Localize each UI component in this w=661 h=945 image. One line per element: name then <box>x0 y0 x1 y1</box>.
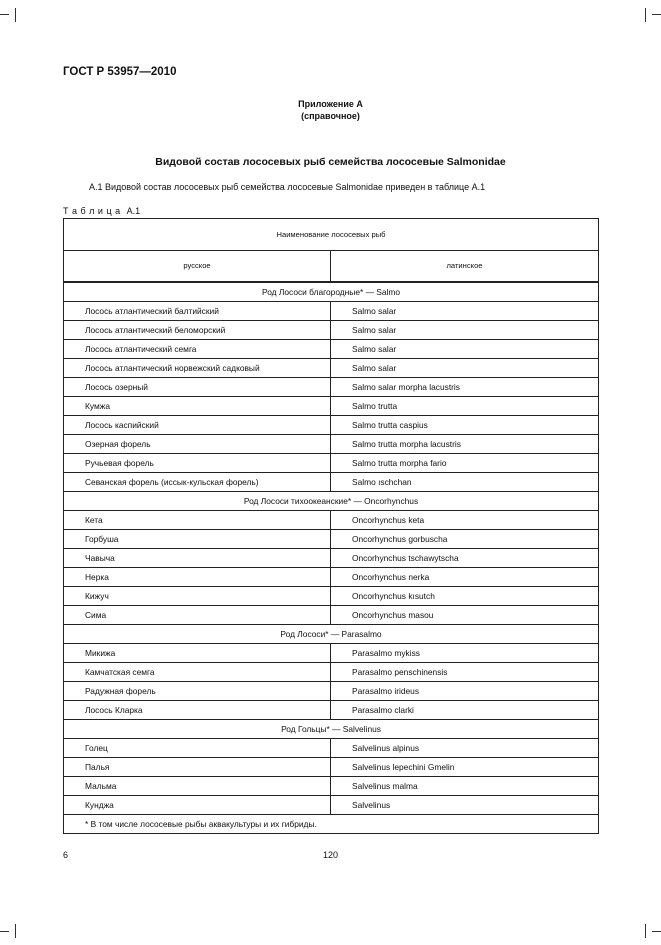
crop-mark <box>15 924 16 938</box>
table-row <box>64 359 599 378</box>
name-ru: Сима <box>64 606 331 625</box>
name-lat: Salmo salar <box>331 302 599 321</box>
group-row <box>64 625 599 644</box>
appendix-note: (справочное) <box>301 111 360 121</box>
group-title: Род Лососи благородные* — Salmo <box>64 282 599 302</box>
appendix-title: Приложение А <box>298 99 363 109</box>
crop-mark <box>652 931 661 932</box>
header-main: Наименование лососевых рыб <box>64 219 599 251</box>
name-ru: Севанская форель (иссык-кульская форель) <box>64 473 331 492</box>
name-lat: Salvelinus lepechini Gmelin <box>331 758 599 777</box>
crop-mark <box>645 924 646 938</box>
crop-mark <box>15 8 16 22</box>
table-row <box>64 340 599 359</box>
section-title: Видовой состав лососевых рыб семейства лососевые Salmonidae <box>155 156 506 168</box>
name-ru: Радужная форель <box>64 682 331 701</box>
name-lat: Salmo trutta <box>331 397 599 416</box>
group-title: Род Лососи тихоокеанские* — Oncorhynchus <box>64 492 599 511</box>
header-russian: русское <box>64 251 331 283</box>
table-caption-label: Т а б л и ц а <box>63 206 121 216</box>
intro-paragraph: А.1 Видовой состав лососевых рыб семейства лососевые Salmonidae приведен в таблице А.1 <box>89 182 486 192</box>
table-row <box>64 663 599 682</box>
name-ru: Камчатская семга <box>64 663 331 682</box>
table-row <box>64 796 599 815</box>
page-number-center: 120 <box>322 850 339 860</box>
table-caption-number: А.1 <box>126 206 141 216</box>
table-row <box>64 511 599 530</box>
table-row <box>64 473 599 492</box>
name-ru: Кета <box>64 511 331 530</box>
name-lat: Salmo salar morpha lacustris <box>331 378 599 397</box>
name-lat: Salvelinus alpinus <box>331 739 599 758</box>
group-row <box>64 282 599 302</box>
table-row <box>64 644 599 663</box>
name-ru: Лосось каспийский <box>64 416 331 435</box>
name-lat: Salmo trutta morpha fario <box>331 454 599 473</box>
name-lat: Oncorhynchus gorbuscha <box>331 530 599 549</box>
name-lat: Salvelinus <box>331 796 599 815</box>
name-ru: Лосось Кларка <box>64 701 331 720</box>
name-lat: Salmo salar <box>331 340 599 359</box>
name-ru: Кумжа <box>64 397 331 416</box>
group-row <box>64 492 599 511</box>
name-lat: Salmo trutta morpha lacustris <box>331 435 599 454</box>
name-lat: Oncorhynchus masou <box>331 606 599 625</box>
name-ru: Кунджа <box>64 796 331 815</box>
name-lat: Salvelinus malma <box>331 777 599 796</box>
name-lat: Salmo salar <box>331 321 599 340</box>
table-row <box>64 777 599 796</box>
name-ru: Голец <box>64 739 331 758</box>
name-lat: Parasalmo penschinensis <box>331 663 599 682</box>
table-row <box>64 701 599 720</box>
table-row <box>64 378 599 397</box>
name-lat: Parasalmo clarki <box>331 701 599 720</box>
table-subheader-row <box>64 251 599 283</box>
table-row <box>64 682 599 701</box>
footnote-row <box>64 815 599 834</box>
table-row <box>64 435 599 454</box>
name-ru: Палья <box>64 758 331 777</box>
name-lat: Salmo salar <box>331 359 599 378</box>
name-ru: Микижа <box>64 644 331 663</box>
table-footnote: * В том числе лососевые рыбы аквакультуры и их гибриды. <box>64 815 599 834</box>
table-row <box>64 606 599 625</box>
group-title: Род Лососи* — Parasalmo <box>64 625 599 644</box>
table-row <box>64 568 599 587</box>
name-ru: Лосось атлантический балтийский <box>64 302 331 321</box>
table-header-row <box>64 219 599 251</box>
name-lat: Oncorhynchus kısutch <box>331 587 599 606</box>
name-ru: Лосось атлантический норвежский садковый <box>64 359 331 378</box>
name-ru: Чавыча <box>64 549 331 568</box>
header-latin: латинское <box>331 251 599 283</box>
name-lat: Oncorhynchus keta <box>331 511 599 530</box>
name-ru: Нерка <box>64 568 331 587</box>
page-number-left: 6 <box>63 850 69 860</box>
name-ru: Лосось атлантический беломорский <box>64 321 331 340</box>
group-title: Род Гольцы* — Salvelinus <box>64 720 599 739</box>
crop-mark <box>652 14 661 15</box>
name-ru: Горбуша <box>64 530 331 549</box>
name-lat: Parasalmo mykiss <box>331 644 599 663</box>
name-ru: Мальма <box>64 777 331 796</box>
crop-mark <box>0 14 9 15</box>
table-row <box>64 454 599 473</box>
name-lat: Oncorhynchus tschawytscha <box>331 549 599 568</box>
name-ru: Ручьевая форель <box>64 454 331 473</box>
table-row <box>64 587 599 606</box>
standard-header: ГОСТ Р 53957—2010 <box>63 66 177 78</box>
table-row <box>64 758 599 777</box>
table-row <box>64 549 599 568</box>
name-ru: Лосось озерный <box>64 378 331 397</box>
name-lat: Salmo trutta caspius <box>331 416 599 435</box>
table-row <box>64 416 599 435</box>
table-row <box>64 530 599 549</box>
crop-mark <box>645 8 646 22</box>
table-row <box>64 302 599 321</box>
table-row <box>64 397 599 416</box>
group-row <box>64 720 599 739</box>
table-row <box>64 321 599 340</box>
name-lat: Salmo ıschchan <box>331 473 599 492</box>
table-caption <box>63 206 140 216</box>
species-table <box>63 218 599 834</box>
table-row <box>64 739 599 758</box>
name-lat: Oncorhynchus nerka <box>331 568 599 587</box>
name-lat: Parasalmo irideus <box>331 682 599 701</box>
crop-mark <box>0 931 9 932</box>
name-ru: Озерная форель <box>64 435 331 454</box>
name-ru: Лосось атлантический семга <box>64 340 331 359</box>
name-ru: Кижуч <box>64 587 331 606</box>
